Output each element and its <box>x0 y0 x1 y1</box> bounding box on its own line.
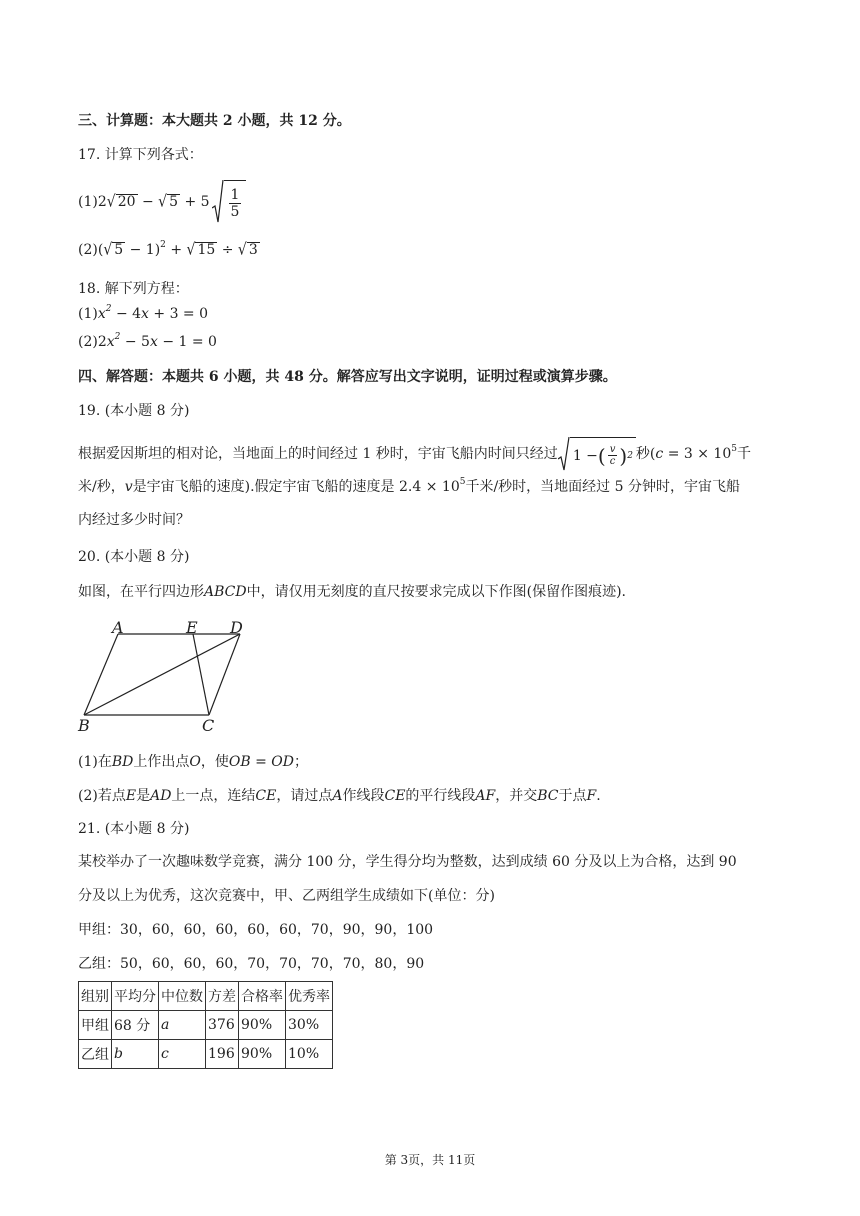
table-cell: a <box>159 1011 206 1040</box>
q19-v-symbol: v <box>124 479 133 495</box>
q18-p1-equation: $x^2 - 4x + 3 = 0$ <box>97 304 209 322</box>
q20-a: A <box>332 788 343 804</box>
table-cell: 376 <box>206 1011 239 1040</box>
q21-score-table <box>78 981 333 1069</box>
label-e: E <box>186 618 198 637</box>
q20-p2-c: 上一点，连结 <box>171 788 256 804</box>
table-header-cell: 组别 <box>79 982 112 1011</box>
table-cell: 90% <box>239 1040 286 1069</box>
q20-p2-a: (2)若点 <box>78 788 126 804</box>
q20-bc: BC <box>537 788 559 804</box>
q20-p1-a: (1)在 <box>78 754 112 770</box>
q19-line1-seconds: 秒( <box>635 446 656 462</box>
section-3-heading: 三、计算题：本大题共 2 小题，共 12 分。 <box>78 113 351 129</box>
q19-line1 <box>78 434 751 474</box>
q19-line2-text-b: 是宇宙飞船的速度).假定宇宙飞船的速度是 <box>132 479 400 495</box>
q17-p1-label: (1) <box>78 194 98 210</box>
q20-p2-f: 的平行线段 <box>405 788 476 804</box>
table-cell: b <box>112 1040 159 1069</box>
q20-intro-a: 如图，在平行四边形 <box>78 584 204 600</box>
q17-p1-expr: 2√ 20 − √ 5 + 5 <box>97 192 210 212</box>
label-a: A <box>112 618 124 637</box>
table-cell: 68 分 <box>112 1011 159 1040</box>
table-header-row <box>79 982 333 1011</box>
side-dc <box>209 634 240 715</box>
label-c: C <box>202 716 215 735</box>
q20-p2-b: 是 <box>136 788 151 804</box>
table-header-cell: 合格率 <box>239 982 286 1011</box>
q19-line3: 内经过多少时间？ <box>78 512 190 528</box>
q20-p1-c: ，使 <box>200 754 229 770</box>
q19-line2 <box>78 477 740 497</box>
table-cell: 90% <box>239 1011 286 1040</box>
table-row <box>79 1011 333 1040</box>
q20-bd: BD <box>111 754 134 770</box>
q17-part1 <box>78 180 246 224</box>
table-cell: 30% <box>286 1011 333 1040</box>
q18-p2-equation: $2x^2 - 5x - 1 = 0$ <box>97 332 217 350</box>
q20-p2-d: ，请过点 <box>276 788 333 804</box>
q20-p2-g: ，并交 <box>495 788 538 804</box>
q20-e: E <box>125 788 137 804</box>
q17-part2 <box>78 240 260 260</box>
table-cell: 196 <box>206 1040 239 1069</box>
q17-p2-label: (2) <box>78 242 98 258</box>
section-4-heading: 四、解答题：本题共 6 小题，共 48 分。解答应写出文字说明，证明过程或演算步骤。 <box>78 369 617 385</box>
q20-abcd: ABCD <box>204 584 247 600</box>
q20-p1-b: 上作出点 <box>133 754 190 770</box>
table-cell: c <box>159 1040 206 1069</box>
q20-o: O <box>189 754 201 770</box>
table-header-cell: 方差 <box>206 982 239 1011</box>
q20-p2-e: 作线段 <box>342 788 385 804</box>
diagonal-bd <box>84 634 240 715</box>
table-header-cell: 平均分 <box>112 982 159 1011</box>
q20-intro-b: 中，请仅用无刻度的直尺按要求完成以下作图(保留作图痕迹). <box>246 584 626 600</box>
table-header-cell: 优秀率 <box>286 982 333 1011</box>
q20-af: AF <box>475 788 496 804</box>
label-d: D <box>230 618 243 637</box>
q18-part2 <box>78 332 217 352</box>
q21-group-b-scores: 乙组：50，60，60，60，70，70，70，70，80，90 <box>78 956 425 972</box>
q19-line1-unit: 千 <box>736 446 751 462</box>
q20-part2 <box>78 786 601 806</box>
q17-p1-sqrt-fraction: $\frac{1}{5}$ <box>212 180 247 224</box>
q20-intro <box>78 582 626 602</box>
label-b: B <box>78 716 90 735</box>
q19-c-value: $c = 3 \times 10^5$ <box>655 444 737 462</box>
table-header-cell: 中位数 <box>159 982 206 1011</box>
q17-p2-expr: (√ 5 − 1)$^2$ + √ 15 ÷ √ 3 <box>97 240 258 260</box>
q18-p1-label: (1) <box>78 306 98 322</box>
table-cell: 10% <box>286 1040 333 1069</box>
q19-line1-text: 根据爱因斯坦的相对论，当地面上的时间经过 1 秒时，宇宙飞船内时间只经过 <box>78 446 558 462</box>
q17-title: 17. 计算下列各式： <box>78 147 203 163</box>
q20-part1 <box>78 752 308 772</box>
q18-title: 18. 解下列方程： <box>78 281 189 297</box>
q21-title: 21. (本小题 8 分) <box>78 821 190 837</box>
table-cell: 甲组 <box>79 1011 112 1040</box>
table-row <box>79 1040 333 1069</box>
table-cell: 乙组 <box>79 1040 112 1069</box>
q19-speed-value: $2.4 \times 10^5$ <box>399 477 466 495</box>
q20-ce-2: CE <box>384 788 406 804</box>
q20-p1-d: ； <box>293 754 308 770</box>
segment-ec <box>193 634 209 715</box>
q21-line1: 某校举办了一次趣味数学竞赛，满分 100 分，学生得分均为整数，达到成绩 60 分及以上为合格，达到 90 <box>78 854 737 870</box>
q20-p2-i: . <box>596 788 601 804</box>
q21-group-a-scores: 甲组：30，60，60，60，60，60，70，90，90，100 <box>78 922 434 938</box>
q20-f: F <box>586 788 597 804</box>
q20-ce: CE <box>255 788 277 804</box>
q19-line2-text-c: 千米/秒时，当地面经过 5 分钟时，宇宙飞船 <box>465 479 740 495</box>
q19-title: 19. (本小题 8 分) <box>78 403 190 419</box>
q18-p2-label: (2) <box>78 334 98 350</box>
q20-ad: AD <box>150 788 172 804</box>
q19-line2-text-a: 米/秒， <box>78 479 125 495</box>
page-footer: 第 3页，共 11页 <box>384 1153 476 1167</box>
q21-line2: 分及以上为优秀，这次竞赛中，甲、乙两组学生成绩如下(单位：分) <box>78 888 495 904</box>
q19-sqrt-expression: 1 − ( $\frac{v}{c}$ ) 2 <box>558 437 636 471</box>
q20-ob-od: OB = OD <box>228 754 294 770</box>
q20-title: 20. (本小题 8 分) <box>78 549 190 565</box>
q20-p2-h: 于点 <box>558 788 587 804</box>
q18-part1 <box>78 304 208 324</box>
parallelogram-figure <box>70 615 270 740</box>
side-ba <box>84 634 118 715</box>
